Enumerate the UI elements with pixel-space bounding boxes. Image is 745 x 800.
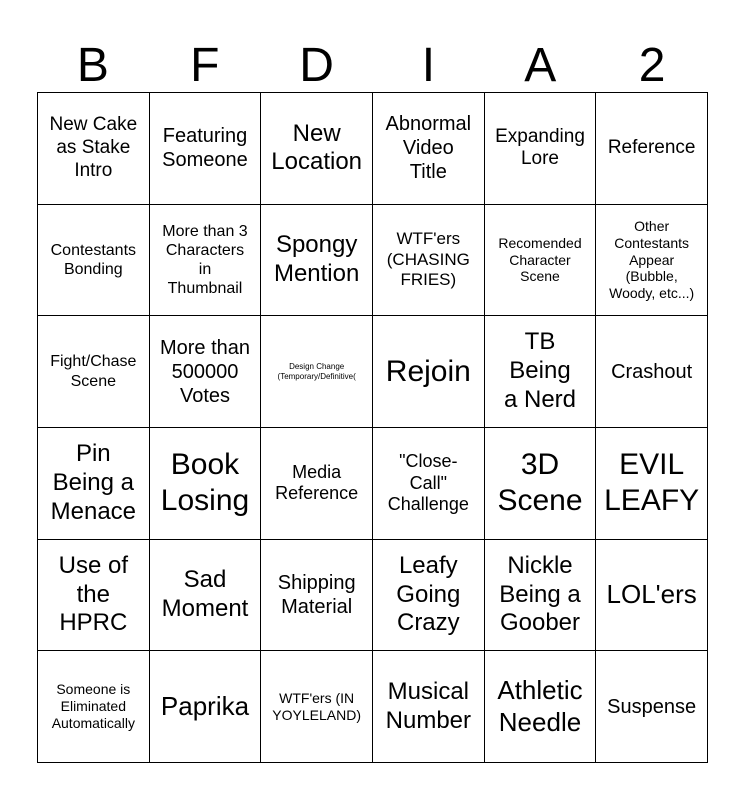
cell-text: Pin Being a Menace (50, 440, 137, 525)
header-letter-d: D (299, 39, 334, 92)
header-letter-i: I (421, 39, 436, 92)
bingo-cell[interactable] (596, 205, 708, 317)
cell-text: Design Change (Temporary/Definitive( (277, 362, 356, 381)
cell-text: Expanding Lore (495, 125, 585, 170)
cell-text: EVIL LEAFY (604, 448, 700, 518)
cell-text: Paprika (160, 691, 250, 722)
cell-text: Leafy Going Crazy (396, 551, 461, 637)
bingo-cell[interactable] (596, 316, 708, 428)
cell-text: Crashout (611, 360, 693, 383)
cell-text: Sad Moment (161, 566, 249, 622)
bingo-header (37, 38, 708, 94)
bingo-cell[interactable] (373, 316, 485, 428)
header-letter-2: 2 (638, 39, 666, 92)
cell-text: More than 500000 Votes (159, 336, 251, 407)
bingo-cell[interactable] (150, 205, 262, 317)
bingo-cell[interactable] (373, 205, 485, 317)
cell-text: Contestants Bonding (50, 241, 137, 278)
cell-text: Recomended Character Scene (498, 234, 582, 285)
cell-text: New Cake as Stake Intro (49, 114, 138, 181)
cell-text: Spongy Mention (273, 231, 360, 287)
cell-text: More than 3 Characters in Thumbnail (162, 222, 248, 298)
cell-text: "Close- Call" Challenge (387, 450, 469, 515)
cell-text: Someone is Eliminated Automatically (51, 681, 135, 732)
cell-text: New Location (271, 119, 363, 176)
cell-text: WTF'ers (IN YOYLELAND) (272, 689, 361, 723)
bingo-cell[interactable] (596, 93, 708, 205)
bingo-cell[interactable] (38, 316, 150, 428)
bingo-cell[interactable] (150, 93, 262, 205)
bingo-cell[interactable] (261, 93, 373, 205)
bingo-cell[interactable] (150, 651, 262, 763)
header-letter-a: A (524, 39, 557, 92)
cell-text: Abnormal Video Title (385, 113, 472, 184)
bingo-cell[interactable] (373, 93, 485, 205)
header-letter-b: B (76, 39, 109, 92)
bingo-cell[interactable] (485, 205, 597, 317)
bingo-cell[interactable] (38, 540, 150, 652)
bingo-cell[interactable] (596, 428, 708, 540)
cell-text: Featuring Someone (162, 125, 248, 172)
bingo-cell[interactable] (261, 316, 373, 428)
bingo-cell[interactable] (373, 428, 485, 540)
cell-text: LOL'ers (606, 579, 697, 610)
bingo-cell[interactable] (596, 540, 708, 652)
bingo-cell[interactable] (485, 428, 597, 540)
cell-text: Other Contestants Appear (Bubble, Woody, etc...) (609, 218, 695, 302)
cell-text: TB Being a Nerd (503, 328, 577, 414)
cell-text: Athletic Needle (497, 675, 583, 737)
cell-text: Nickle Being a Goober (499, 551, 581, 637)
bingo-board (37, 92, 708, 763)
header-letter-f: F (190, 39, 220, 92)
cell-text: Book Losing (160, 448, 250, 518)
bingo-cell[interactable] (38, 205, 150, 317)
bingo-cell[interactable] (373, 540, 485, 652)
cell-text: Shipping Material (277, 571, 356, 618)
bingo-cell[interactable] (38, 651, 150, 763)
bingo-cell[interactable] (261, 205, 373, 317)
cell-text: WTF'ers (CHASING FRIES) (386, 229, 470, 290)
bingo-cell[interactable] (38, 428, 150, 540)
bingo-cell[interactable] (485, 93, 597, 205)
bingo-cell[interactable] (150, 540, 262, 652)
bingo-cell[interactable] (485, 540, 597, 652)
bingo-cell[interactable] (373, 651, 485, 763)
cell-text: 3D Scene (497, 448, 583, 518)
cell-text: Musical Number (385, 677, 471, 734)
bingo-cell[interactable] (38, 93, 150, 205)
cell-text: Fight/Chase Scene (50, 353, 137, 390)
bingo-cell[interactable] (261, 428, 373, 540)
cell-text: Suspense (607, 695, 697, 718)
cell-text: Rejoin (385, 354, 471, 388)
bingo-cell[interactable] (596, 651, 708, 763)
bingo-cell[interactable] (150, 316, 262, 428)
bingo-cell[interactable] (150, 428, 262, 540)
bingo-cell[interactable] (485, 651, 597, 763)
bingo-cell[interactable] (261, 540, 373, 652)
cell-text: Reference (607, 136, 696, 158)
bingo-cell[interactable] (485, 316, 597, 428)
cell-text: Use of the HPRC (58, 551, 129, 637)
cell-text: Media Reference (275, 461, 359, 504)
bingo-cell[interactable] (261, 651, 373, 763)
